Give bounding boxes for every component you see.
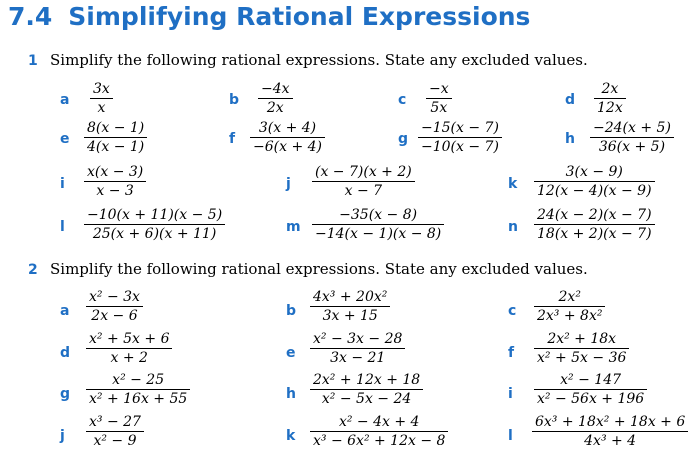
denominator: x² − 56x + 196 <box>537 391 645 408</box>
numerator: 6x³ + 18x² + 18x + 6 <box>532 414 688 432</box>
numerator: 2x² + 12x + 18 <box>310 372 423 390</box>
denominator: 12x <box>597 100 623 117</box>
fraction-2e <box>310 331 405 366</box>
numerator: −4x <box>258 81 293 99</box>
denominator: 4x³ + 4 <box>584 433 637 450</box>
numerator: x² + 5x + 6 <box>86 331 172 349</box>
fraction-1n <box>534 207 655 242</box>
item-label: d <box>565 92 576 108</box>
fraction-2d <box>86 331 172 366</box>
denominator: x <box>97 100 106 117</box>
item-label: i <box>508 386 513 402</box>
denominator: 2x³ + 8x² <box>537 308 603 325</box>
fraction-1l <box>84 207 225 242</box>
question-text: Simplify the following rational expressions. State any excluded values. <box>50 51 588 69</box>
item-label: k <box>286 428 296 444</box>
item-label: b <box>286 303 297 319</box>
section-title: Simplifying Rational Expressions <box>68 2 531 31</box>
fraction-1j <box>312 164 415 199</box>
denominator: x − 7 <box>344 183 383 200</box>
numerator: x² − 3x <box>86 289 143 307</box>
item-label: c <box>508 303 517 319</box>
fraction-2h <box>310 372 423 407</box>
item-label: k <box>508 176 518 192</box>
numerator: 8(x − 1) <box>84 120 147 138</box>
denominator: −14(x − 1)(x − 8) <box>315 226 442 243</box>
fraction-2j <box>86 414 144 449</box>
denominator: 3x + 15 <box>322 308 378 325</box>
item-label: e <box>286 345 296 361</box>
denominator: x³ − 6x² + 12x − 8 <box>313 433 446 450</box>
question-number: 2 <box>28 262 38 278</box>
denominator: −10(x − 7) <box>421 139 499 156</box>
denominator: 4(x − 1) <box>87 139 145 156</box>
fraction-1d <box>594 81 626 116</box>
denominator: 5x <box>430 100 448 117</box>
fraction-2k <box>310 414 448 449</box>
numerator: −35(x − 8) <box>312 207 444 225</box>
item-label: h <box>286 386 296 402</box>
numerator: 2x² <box>534 289 605 307</box>
item-label: h <box>565 131 575 147</box>
denominator: 2x <box>266 100 284 117</box>
denominator: x² + 16x + 55 <box>89 391 188 408</box>
denominator: x² + 5x − 36 <box>537 350 627 367</box>
question-number: 1 <box>28 53 38 69</box>
item-label: a <box>60 303 70 319</box>
fraction-2b <box>310 289 390 324</box>
fraction-2a <box>86 289 143 324</box>
fraction-1m <box>312 207 444 242</box>
item-label: g <box>60 386 71 402</box>
denominator: x + 2 <box>110 350 148 367</box>
numerator: x² − 4x + 4 <box>310 414 448 432</box>
numerator: x² − 147 <box>534 372 647 390</box>
denominator: 12(x − 4)(x − 9) <box>537 183 652 200</box>
denominator: 25(x + 6)(x + 11) <box>92 226 217 243</box>
numerator: −x <box>426 81 452 99</box>
fraction-1g <box>418 120 502 155</box>
denominator: x² − 9 <box>93 433 137 450</box>
section-number: 7.4 <box>8 2 53 31</box>
numerator: 3x <box>90 81 113 99</box>
item-label: j <box>286 176 291 192</box>
denominator: 36(x + 5) <box>598 139 666 156</box>
numerator: −10(x + 11)(x − 5) <box>84 207 225 225</box>
fraction-2c <box>534 289 605 324</box>
item-label: d <box>60 345 71 361</box>
fraction-2g <box>86 372 190 407</box>
denominator: 3x − 21 <box>330 350 386 367</box>
numerator: 3(x − 9) <box>534 164 655 182</box>
numerator: x³ − 27 <box>86 414 144 432</box>
section-heading <box>8 2 530 31</box>
fraction-2f <box>534 331 629 366</box>
item-label: g <box>398 131 409 147</box>
numerator: 3(x + 4) <box>250 120 325 138</box>
fraction-1c <box>426 81 452 116</box>
fraction-2l <box>532 414 688 449</box>
item-label: f <box>508 345 515 361</box>
numerator: −24(x + 5) <box>590 120 674 138</box>
fraction-2i <box>534 372 647 407</box>
item-label: e <box>60 131 70 147</box>
denominator: x − 3 <box>96 183 134 200</box>
numerator: 2x² + 18x <box>534 331 629 349</box>
denominator: x² − 5x − 24 <box>321 391 412 408</box>
numerator: x² − 3x − 28 <box>310 331 405 349</box>
denominator: 2x − 6 <box>91 308 138 325</box>
item-label: a <box>60 92 70 108</box>
numerator: −15(x − 7) <box>418 120 502 138</box>
fraction-1b <box>258 81 293 116</box>
fraction-1e <box>84 120 147 155</box>
fraction-1a <box>90 81 113 116</box>
item-label: i <box>60 176 65 192</box>
fraction-1h <box>590 120 674 155</box>
item-label: c <box>398 92 407 108</box>
item-label: l <box>508 428 513 444</box>
numerator: x(x − 3) <box>84 164 146 182</box>
numerator: x² − 25 <box>86 372 190 390</box>
denominator: 18(x + 2)(x − 7) <box>537 226 652 243</box>
fraction-1k <box>534 164 655 199</box>
item-label: f <box>229 131 236 147</box>
numerator: 4x³ + 20x² <box>310 289 390 307</box>
numerator: 2x <box>594 81 626 99</box>
numerator: 24(x − 2)(x − 7) <box>534 207 655 225</box>
denominator: −6(x + 4) <box>253 139 322 156</box>
item-label: n <box>508 219 518 235</box>
question-text: Simplify the following rational expressions. State any excluded values. <box>50 260 588 278</box>
numerator: (x − 7)(x + 2) <box>312 164 415 182</box>
item-label: l <box>60 219 65 235</box>
item-label: b <box>229 92 240 108</box>
item-label: j <box>60 428 65 444</box>
fraction-1f <box>250 120 325 155</box>
fraction-1i <box>84 164 146 199</box>
item-label: m <box>286 219 301 235</box>
